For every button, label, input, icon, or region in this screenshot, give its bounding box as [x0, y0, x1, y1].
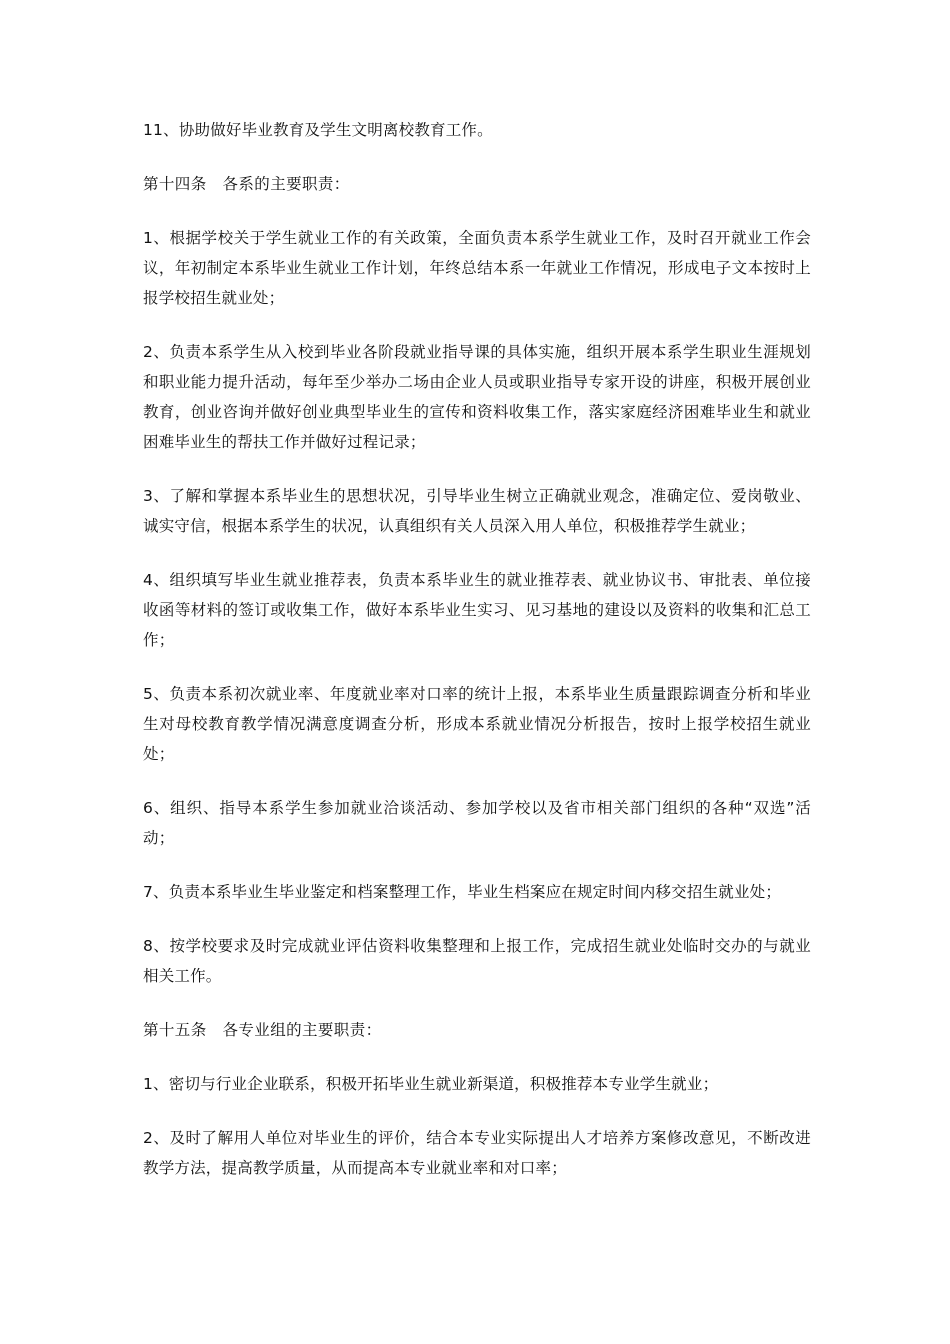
- paragraph-15-2: 2、及时了解用人单位对毕业生的评价，结合本专业实际提出人才培养方案修改意见，不断改进教学方法，提高教学质量，从而提高本专业就业率和对口率；: [143, 1129, 811, 1177]
- paragraph-14-6: 6、组织、指导本系学生参加就业洽谈活动、参加学校以及省市相关部门组织的各种“双选”活动；: [143, 799, 811, 847]
- paragraph-item-11: 11、协助做好毕业教育及学生文明离校教育工作。: [143, 121, 493, 139]
- paragraph-14-1: 1、根据学校关于学生就业工作的有关政策，全面负责本系学生就业工作，及时召开就业工作会议，年初制定本系毕业生就业工作计划，年终总结本系一年就业工作情况，形成电子文本按时上报学校招生就业处；: [143, 229, 811, 307]
- paragraph-14-4: 4、组织填写毕业生就业推荐表，负责本系毕业生的就业推荐表、就业协议书、审批表、单位接收函等材料的签订或收集工作，做好本系毕业生实习、见习基地的建设以及资料的收集和汇总工作；: [143, 571, 811, 649]
- paragraph-14-2: 2、负责本系学生从入校到毕业各阶段就业指导课的具体实施，组织开展本系学生职业生涯规划和职业能力提升活动，每年至少举办二场由企业人员或职业指导专家开设的讲座，积极开展创业教育，创业咨询并做好创业典型毕业生的宣传和资料收集工作，落实家庭经济困难毕业生和就业困难毕业生的帮扶工作并做好过程记录；: [143, 343, 811, 451]
- paragraph-14-5: 5、负责本系初次就业率、年度就业率对口率的统计上报，本系毕业生质量跟踪调查分析和毕业生对母校教育教学情况满意度调查分析，形成本系就业情况分析报告，按时上报学校招生就业处；: [143, 685, 811, 763]
- article-14-heading: 第十四条 各系的主要职责：: [143, 175, 350, 193]
- paragraph-14-3: 3、了解和掌握本系毕业生的思想状况，引导毕业生树立正确就业观念，准确定位、爱岗敬业、诚实守信，根据本系学生的状况，认真组织有关人员深入用人单位，积极推荐学生就业；: [143, 487, 811, 535]
- paragraph-14-8: 8、按学校要求及时完成就业评估资料收集整理和上报工作，完成招生就业处临时交办的与就业相关工作。: [143, 937, 811, 985]
- paragraph-15-1: 1、密切与行业企业联系，积极开拓毕业生就业新渠道，积极推荐本专业学生就业；: [143, 1075, 719, 1093]
- document-page: [143, 115, 811, 1207]
- paragraph-14-7: 7、负责本系毕业生毕业鉴定和档案整理工作，毕业生档案应在规定时间内移交招生就业处；: [143, 883, 782, 901]
- article-15-heading: 第十五条 各专业组的主要职责：: [143, 1021, 382, 1039]
